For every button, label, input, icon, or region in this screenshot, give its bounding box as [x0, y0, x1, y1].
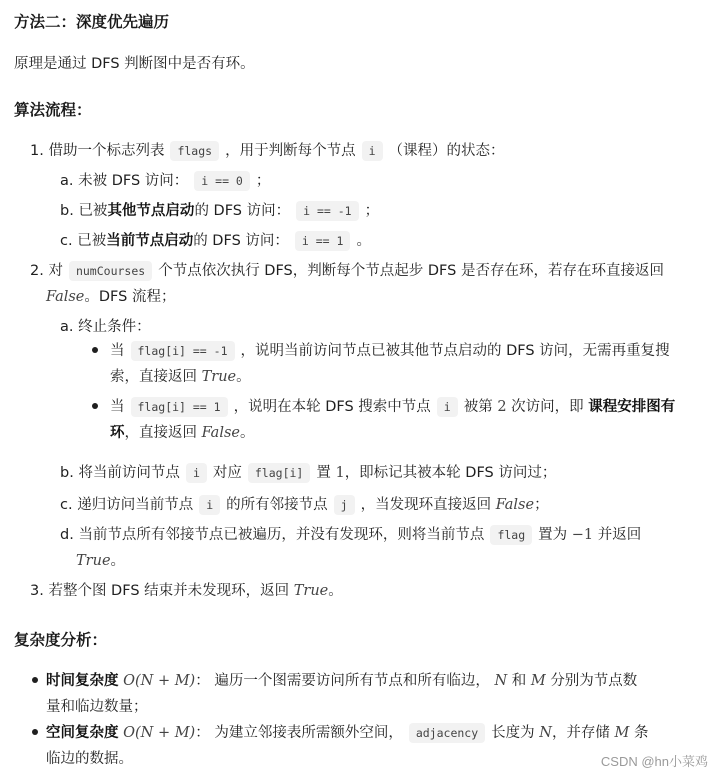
list-letter: a. [60, 319, 74, 335]
bullet-2-cont [110, 421, 255, 442]
step-text: 未被 DFS 访问： [78, 173, 189, 189]
step-2d-cont [76, 549, 125, 570]
math-n: N [494, 673, 508, 689]
step-text: 当 [110, 399, 125, 415]
step-text: 已被 [77, 233, 107, 249]
step-text: ； [534, 497, 549, 513]
step-text: 遍历一个图需要访问所有节点和所有临边， [214, 673, 490, 689]
code-inline: i [199, 495, 220, 515]
step-text: 。 [328, 583, 343, 599]
list-letter: c. [60, 497, 73, 513]
step-text: 个节点依次执行 DFS，判断每个节点起步 DFS 是否存在环，若存在环直接返回 [158, 263, 664, 279]
step-text: 。 [356, 233, 371, 249]
step-2b [60, 461, 556, 483]
section-title: 方法二：深度优先遍历 [14, 13, 170, 31]
step-text: 的 DFS 访问： [193, 233, 289, 249]
code-inline: i == -1 [296, 201, 358, 221]
step-text: 借助一个标志列表 [48, 143, 165, 159]
code-inline: flag[i] [248, 463, 310, 483]
step-text: 已被 [78, 203, 108, 219]
step-text: ，并存储 [551, 725, 610, 741]
step-1 [30, 139, 505, 161]
bullet-dot [32, 677, 38, 683]
math-expr: O(N + M) [123, 725, 196, 741]
step-text: ，用于判断每个节点 [225, 143, 356, 159]
list-letter: d. [60, 527, 74, 543]
step-text: 次访问，即 [511, 399, 584, 415]
step-text: 递归访问当前节点 [77, 497, 194, 513]
step-1a [60, 169, 270, 191]
math-false: False [495, 497, 535, 513]
step-text: 将当前访问节点 [78, 465, 180, 481]
step-text: 当 [110, 343, 125, 359]
bullet-2 [110, 395, 675, 417]
bullet-1 [110, 339, 670, 361]
bullet-dot [92, 347, 98, 353]
step-text: ，即标记其被本轮 DFS 访问过； [344, 465, 557, 481]
code-inline: i == 1 [295, 231, 351, 251]
math-true: True [293, 583, 329, 599]
math-number: −1 [571, 527, 594, 543]
math-number: 1 [335, 465, 345, 481]
step-text: 长度为 [491, 725, 535, 741]
step-3 [30, 579, 343, 600]
list-number: 2. [30, 263, 44, 279]
step-2d [60, 523, 641, 545]
list-number: 1. [30, 143, 44, 159]
step-text: 。 [240, 425, 255, 441]
code-inline: i [186, 463, 207, 483]
watermark: CSDN @hn小菜鸡 [600, 754, 708, 769]
step-text: 。 [110, 553, 126, 569]
bold-text: 时间复杂度 [46, 673, 119, 689]
step-text: 被第 [463, 399, 493, 415]
bold-text: 其他节点启动 [107, 203, 195, 219]
code-inline: flags [170, 141, 219, 161]
list-letter: a. [60, 173, 74, 189]
bold-text: 环 [110, 425, 125, 441]
step-text: 若整个图 DFS 结束并未发现环，返回 [48, 583, 290, 599]
step-text: ，说明当前访问节点已被其他节点启动的 DFS 访问，无需再重复搜 [240, 343, 670, 359]
math-true: True [76, 553, 111, 569]
code-inline: i [437, 397, 458, 417]
step-text: 分别为节点数 [550, 673, 638, 689]
list-number: 3. [30, 583, 44, 599]
step-text: 置 [316, 465, 331, 481]
step-1b [60, 199, 379, 221]
step-text: ； [364, 203, 380, 219]
code-inline: i == 0 [194, 171, 250, 191]
step-text: 为建立邻接表所需额外空间， [214, 725, 403, 741]
step-text: 对应 [212, 465, 242, 481]
bullet-dot [92, 403, 98, 409]
math-m: M [530, 673, 546, 689]
complexity-heading: 复杂度分析： [14, 631, 108, 649]
bold-text: 当前节点启动 [106, 233, 194, 249]
step-2c [60, 493, 549, 515]
step-text: 的 DFS 访问： [194, 203, 291, 219]
step-text: 和 [511, 673, 527, 689]
math-false: False [46, 289, 85, 305]
space-complexity-cont: 临边的数据。 [46, 751, 133, 767]
step-text: 的所有邻接节点 [226, 497, 328, 513]
bullet-1-cont [110, 365, 251, 386]
time-complexity-cont: 量和临边数量； [46, 699, 148, 715]
step-1c [60, 229, 371, 251]
code-inline: flag[i] == -1 [131, 341, 235, 361]
math-true: True [201, 369, 237, 385]
step-text: 终止条件： [78, 319, 151, 335]
step-text: ： [195, 725, 210, 741]
step-text: ； [255, 173, 271, 189]
list-letter: b. [60, 465, 74, 481]
code-inline: flag[i] == 1 [131, 397, 228, 417]
step-text: 当前节点所有邻接节点已被遍历，并没有发现环，则将当前节点 [78, 527, 485, 543]
bold-text: 课程安排图有 [588, 399, 676, 415]
intro-text: 原理是通过 DFS 判断图中是否有环。 [14, 56, 255, 72]
step-2a [60, 315, 151, 336]
flow-heading: 算法流程： [14, 101, 92, 119]
step-text: 并返回 [597, 527, 642, 543]
step-text: 条 [634, 725, 649, 741]
code-inline: adjacency [409, 723, 485, 743]
math-m: M [614, 725, 630, 741]
space-complexity [46, 721, 649, 743]
step-text: ，直接返回 [124, 425, 197, 441]
step-text: ，说明在本轮 DFS 搜索中节点 [233, 399, 431, 415]
code-inline: numCourses [69, 261, 152, 281]
code-inline: j [334, 495, 355, 515]
math-expr: O(N + M) [123, 673, 196, 689]
math-n: N [539, 725, 552, 741]
step-text: （课程）的状态： [388, 143, 505, 159]
step-2-cont [46, 285, 175, 306]
list-letter: c. [60, 233, 73, 249]
code-inline: flag [490, 525, 532, 545]
code-inline: i [362, 141, 383, 161]
list-letter: b. [60, 203, 74, 219]
step-2 [30, 259, 664, 281]
bullet-dot [32, 729, 38, 735]
step-text: 索，直接返回 [110, 369, 197, 385]
step-text: 。 [236, 369, 251, 385]
step-text: ： [195, 673, 210, 689]
math-number: 2 [497, 399, 507, 415]
step-text: 对 [48, 263, 63, 279]
bold-text: 空间复杂度 [46, 725, 119, 741]
time-complexity [46, 669, 637, 690]
step-text: 置为 [538, 527, 568, 543]
step-text: ，当发现环直接返回 [360, 497, 492, 513]
step-text: 。DFS 流程； [84, 289, 176, 305]
math-false: False [201, 425, 240, 441]
